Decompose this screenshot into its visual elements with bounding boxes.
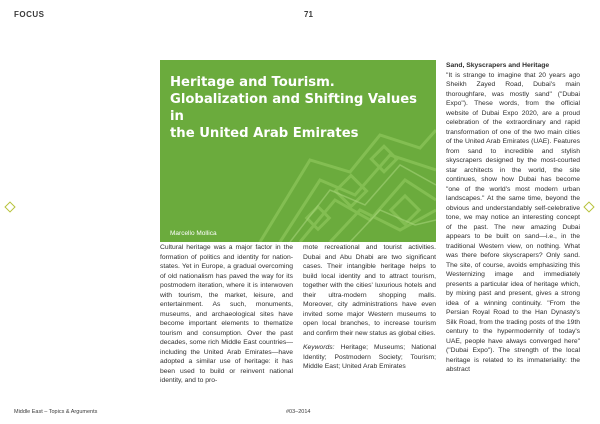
left-margin-diamond-icon [4,201,15,212]
abstract-text: mote recreational and tourist activities. Dubai and Abu Dhabi are two significant cases. Their intangible heritage helps to build local identity and to attract tourism, together with the cities' luxurious hotels and their ultra-modern shopping malls. Moreover, city administrations have even invited some major Western museums to open local branches, to increase tourism and confirm their new status as global cities. [303,244,436,337]
title-line: Heritage and Tourism. [170,75,335,90]
journal-name: Middle East – Topics & Arguments [14,409,98,415]
right-margin-diamond-icon [583,201,594,212]
keywords-list: Heritage; Museums; National Identity; Postmodern Society; Tourism; Middle East; United Arab Emirates [303,344,436,370]
body-text: "It is strange to imagine that 20 years ago Sheikh Zayed Road, Dubai's main thoroughfare, was mostly sand" ("Dubai Expo"). These words, from the official website of Dubai Expo 2020, are a proud celebration of the extraordinary and rapid transformation of one of the two main cities of the United Arab Emirates (UAE). Features from sand to incredible and stylish skyscrapers designed by the most-courted star architects in the world, the site continues, show how Dubai has become "one of the world's most modern urban landscapes." At the same time, beyond the obvious and understandably self-celebrative tone, we may notice an interesting concept of the past. The new amazing Dubai appears to be built on sand—i.e., in the traditional Western view, on nothing. What was there before skyscrapers? Only sand. The site, of course, avoids emphasizing this Westernizing image and immediately presents a particular idea of heritage which, by mixing past and present, gives a strong idea of a winning continuity. "From the Persian Royal Road to the Han Dynasty's Silk Road, from the trading posts of the 19th century to the hypermodernity of today's UAE, people have always converged here" ("Dubai Expo"). The strength of the local heritage is related to its immateriality: the abstract [446,71,580,373]
author-name: Marcello Mollica [170,230,217,237]
hero-banner [160,60,436,242]
issue-number: #03–2014 [286,409,311,415]
keywords-label: Keywords: [303,344,335,351]
section-label: FOCUS [14,10,45,19]
page-number: 71 [304,10,313,19]
abstract-column-1 [160,243,293,386]
title-line: the United Arab Emirates [170,126,359,141]
title-line: Globalization and Shifting Values in [170,92,418,124]
abstract-column-2 [303,243,436,372]
article-title [170,74,430,142]
section-subheading: Sand, Skyscrapers and Heritage [446,62,550,69]
body-column [446,61,580,375]
abstract-text: Cultural heritage was a major factor in the formation of politics and identity for nation-states. Yet in Europe, a gradual overcoming of old nationalism has paved the way for its postmodern iteration, where it is interwoven with tourism, the market, leisure, and entertainment. As such, monuments, museums, and archaeological sites have become important elements to thematize tourism and consumption. Over the past decades, some rich Middle East countries—including the United Arab Emirates—have adopted a similar use of heritage: it has been used to build or reinvent national identity, and to pro- [160,244,293,384]
